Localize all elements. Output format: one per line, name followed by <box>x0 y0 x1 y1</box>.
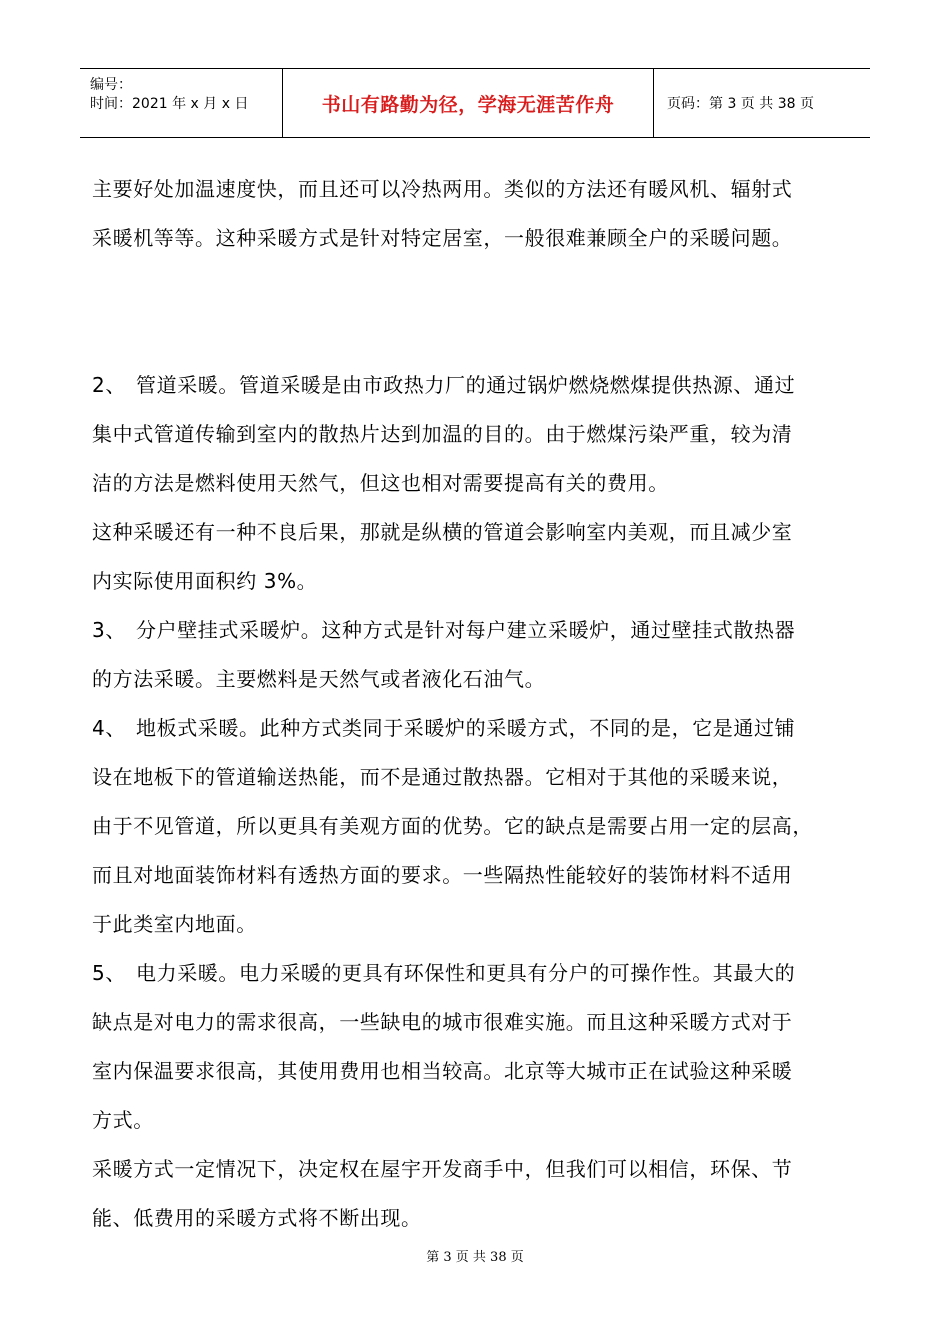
text-line: 设在地板下的管道输送热能，而不是通过散热器。它相对于其他的采暖来说， <box>92 765 793 789</box>
text-line: 缺点是对电力的需求很高，一些缺电的城市很难实施。而且这种采暖方式对于 <box>92 1010 793 1034</box>
paragraph-gap <box>92 263 862 312</box>
header-motto-cell <box>283 69 654 137</box>
text-line: 采暖方式一定情况下，决定权在屋宇开发商手中，但我们可以相信，环保、节 <box>92 1157 793 1181</box>
motto-text: 书山有路勤为径，学海无涯苦作舟 <box>321 93 615 116</box>
page-info: 页码：第 3 页 共 38 页 <box>667 96 814 112</box>
item-text: 分户壁挂式采暖炉。这种方式是针对每户建立采暖炉，通过壁挂式散热器 <box>136 618 796 642</box>
text-line: 采暖机等等。这种采暖方式是针对特定居室，一般很难兼顾全户的采暖问题。 <box>92 226 793 250</box>
item-number: 4、 <box>92 716 126 740</box>
item-number: 5、 <box>92 961 126 985</box>
item-text: 管道采暖。管道采暖是由市政热力厂的通过锅炉燃烧燃煤提供热源、通过 <box>136 373 796 397</box>
text-line: 的方法采暖。主要燃料是天然气或者液化石油气。 <box>92 667 546 691</box>
text-line: 而且对地面装饰材料有透热方面的要求。一些隔热性能较好的装饰材料不适用 <box>92 863 793 887</box>
text-line: 主要好处加温速度快，而且还可以冷热两用。类似的方法还有暖风机、辐射式 <box>92 177 793 201</box>
time-label: 时间：2021 年 x 月 x 日 <box>90 96 249 112</box>
document-header <box>80 68 870 138</box>
text-line: 洁的方法是燃料使用天然气，但这也相对需要提高有关的费用。 <box>92 471 669 495</box>
text-line: 于此类室内地面。 <box>92 912 257 936</box>
paragraph-gap <box>92 312 862 361</box>
item-number: 2、 <box>92 373 126 397</box>
item-text: 电力采暖。电力采暖的更具有环保性和更具有分户的可操作性。其最大的 <box>136 961 796 985</box>
text-line <box>92 704 862 753</box>
text-line: 由于不见管道，所以更具有美观方面的优势。它的缺点是需要占用一定的层高， <box>92 814 813 838</box>
text-line: 室内保温要求很高，其使用费用也相当较高。北京等大城市正在试验这种采暖 <box>92 1059 793 1083</box>
text-line <box>92 949 862 998</box>
item-text: 地板式采暖。此种方式类同于采暖炉的采暖方式，不同的是，它是通过铺 <box>136 716 796 740</box>
text-line: 这种采暖还有一种不良后果，那就是纵横的管道会影响室内美观，而且减少室 <box>92 520 793 544</box>
text-line <box>92 606 862 655</box>
text-line: 内实际使用面积约 3%。 <box>92 569 318 593</box>
header-meta-cell <box>80 69 283 137</box>
header-page-cell <box>655 69 870 137</box>
text-line <box>92 361 862 410</box>
document-body <box>92 165 862 1243</box>
text-line: 集中式管道传输到室内的散热片达到加温的目的。由于燃煤污染严重，较为清 <box>92 422 793 446</box>
text-line: 方式。 <box>92 1108 154 1132</box>
item-number: 3、 <box>92 618 126 642</box>
number-label: 编号： <box>90 77 132 93</box>
page-footer: 第 3 页 共 38 页 <box>426 1250 524 1265</box>
text-line: 能、低费用的采暖方式将不断出现。 <box>92 1206 422 1230</box>
